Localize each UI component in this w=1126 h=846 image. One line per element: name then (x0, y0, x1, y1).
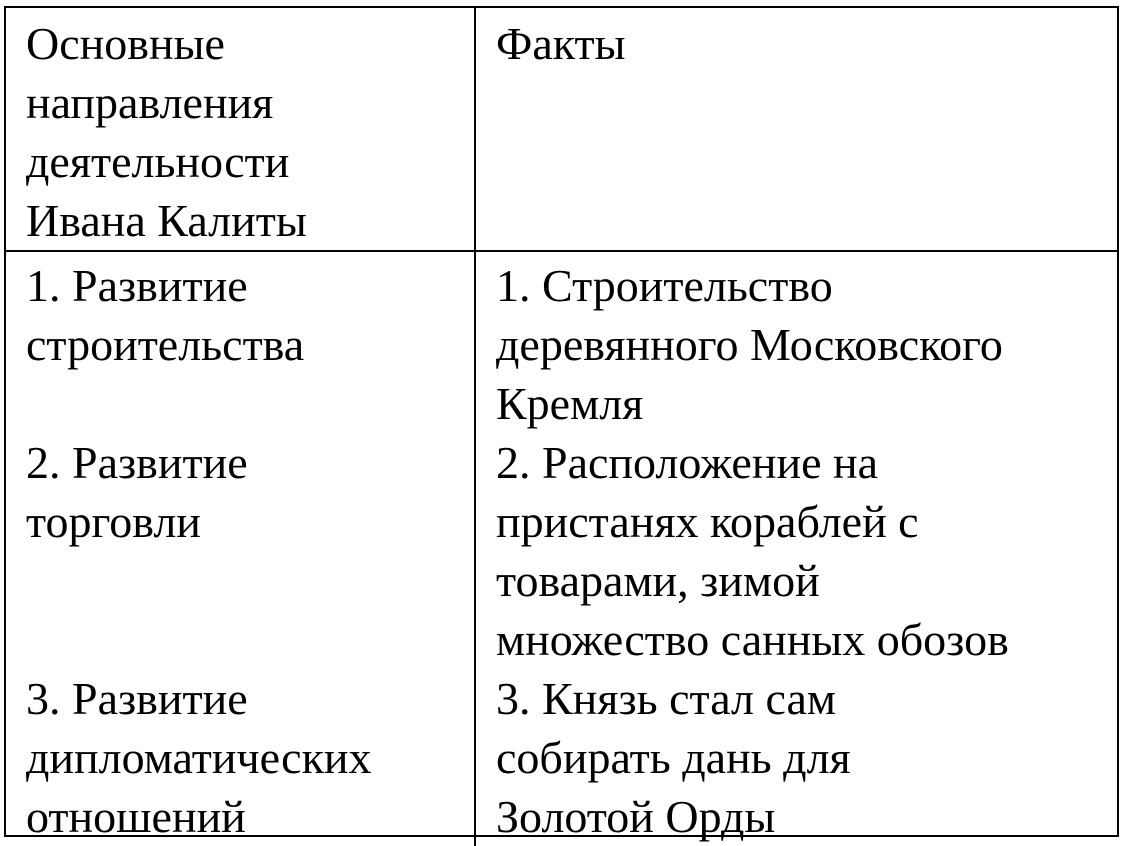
direction-item-1 (26, 256, 474, 433)
fact-line: 2. Расположение на (496, 437, 879, 488)
header-directions-line: деятельности (26, 136, 290, 187)
fact-line: 3. Князь стал сам (496, 673, 836, 724)
header-directions-line: Основные (26, 18, 225, 69)
direction-line: 2. Развитие (26, 437, 248, 488)
fact-item-2 (496, 433, 1117, 669)
fact-item-1 (496, 256, 1117, 433)
header-facts (475, 8, 1117, 251)
facts-cell (475, 251, 1117, 846)
facts-table-frame (4, 6, 1119, 842)
header-directions-line: Ивана Калиты (26, 195, 307, 246)
fact-line: пристанях кораблей с (496, 496, 919, 547)
direction-line: отношений (26, 791, 246, 842)
direction-line: 1. Развитие (26, 260, 248, 311)
header-directions-line: направления (26, 77, 274, 128)
direction-item-2 (26, 433, 474, 669)
fact-item-3 (496, 669, 1117, 846)
fact-line: товарами, зимой (496, 555, 820, 606)
fact-line: множество санных обозов (496, 614, 1009, 665)
fact-line: собирать дань для (496, 732, 851, 783)
table-header-row (6, 8, 1117, 251)
fact-line: 1. Строительство (496, 260, 833, 311)
header-facts-line: Факты (496, 18, 626, 69)
direction-line: строительства (26, 319, 305, 370)
fact-line: деревянного Московского (496, 319, 1003, 370)
fact-line: Золотой Орды (496, 791, 776, 842)
facts-table (6, 8, 1117, 846)
table-row (6, 251, 1117, 846)
header-directions (6, 8, 475, 251)
directions-cell (6, 251, 475, 846)
direction-line: 3. Развитие (26, 673, 248, 724)
fact-line: Кремля (496, 378, 644, 429)
direction-line: дипломатических (26, 732, 372, 783)
direction-item-3 (26, 669, 474, 846)
direction-line: торговли (26, 496, 201, 547)
